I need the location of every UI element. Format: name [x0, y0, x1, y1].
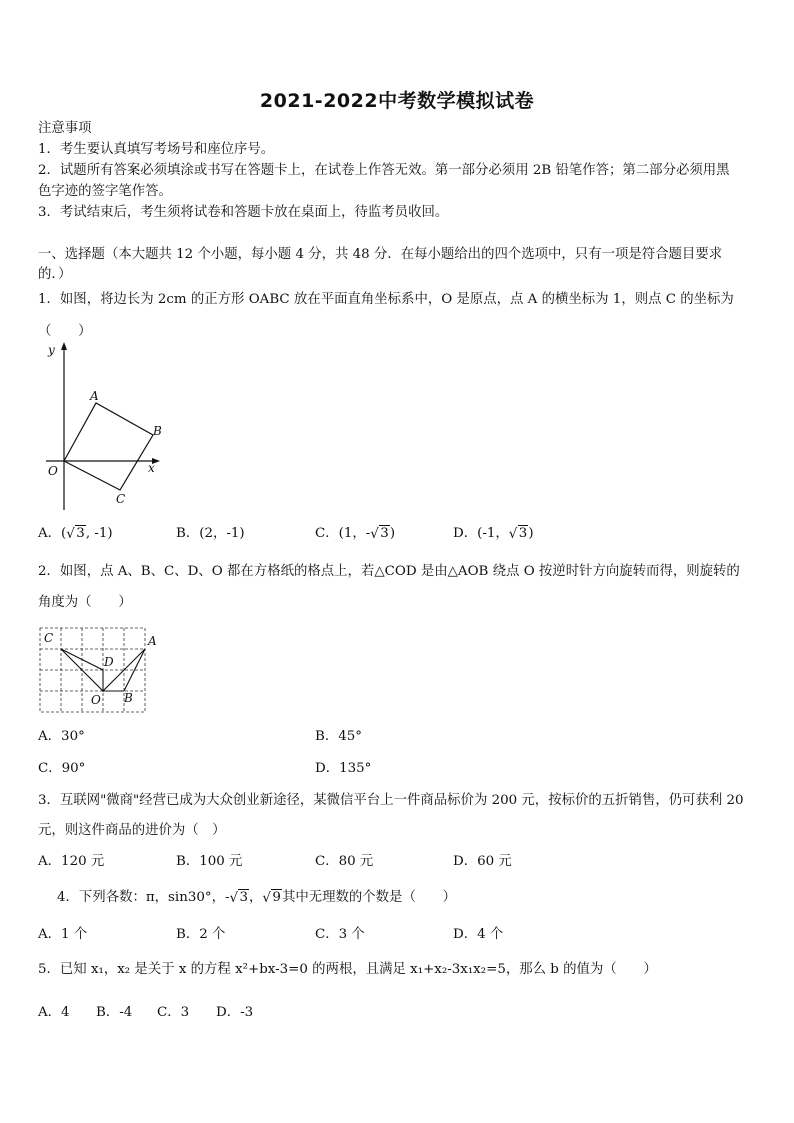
- q2-option-b: B．45°: [315, 729, 362, 744]
- q1-option-c-radicand: 3: [380, 526, 389, 541]
- q5-option-b: B．-4: [96, 1005, 133, 1020]
- notes-item-1: 1．考生要认真填写考场号和座位序号。: [38, 142, 275, 157]
- q1-option-a-radicand: 3: [76, 526, 85, 541]
- q1-option-d-radicand: 3: [518, 526, 528, 541]
- label-o: O: [91, 693, 101, 707]
- question-2-figure: [36, 624, 160, 716]
- label-y: y: [48, 343, 55, 357]
- question-3-text-cont: 元，则这件商品的进价为（ ）: [38, 823, 226, 838]
- q2-option-c: C．90°: [38, 761, 86, 776]
- q1-option-b: B．(2，-1): [176, 526, 245, 541]
- q4-option-b: B．2 个: [176, 927, 226, 942]
- question-2-text: 2．如图，点 A、B、C、D、O 都在方格纸的格点上，若△COD 是由△AOB 绕点 O 按逆时针方向旋转而得，则旋转的: [38, 564, 740, 579]
- question-4-sep: ，: [249, 890, 263, 905]
- q2-option-d: D．135°: [315, 761, 372, 776]
- q5-option-c: C．3: [157, 1005, 190, 1020]
- q3-option-b: B．100 元: [176, 854, 243, 869]
- q1-option-a: [38, 524, 113, 544]
- question-4-text: [57, 888, 456, 908]
- square-oabc: [64, 403, 153, 490]
- sqrt-icon: √ 3: [66, 526, 85, 542]
- y-axis-arrow-icon: [61, 342, 67, 350]
- notes-item-2-cont: 色字迹的签字笔作答。: [38, 184, 172, 199]
- label-c: C: [116, 492, 126, 506]
- q1-option-a-suffix: , -1): [85, 526, 113, 541]
- sqrt-icon: √ 9: [262, 890, 281, 906]
- question-3-text: 3．互联网"微商"经营已成为大众创业新途径，某微信平台上一件商品标价为 200 元，按标价的五折销售，仍可获利 20: [38, 793, 744, 808]
- label-a: A: [148, 634, 157, 648]
- q1-option-c-suffix: ): [389, 526, 396, 541]
- q1-option-d-suffix: ): [528, 526, 534, 541]
- q1-option-d-prefix: D．(-1，: [453, 526, 509, 541]
- section-heading-cont: 的．）: [38, 267, 72, 282]
- q3-option-d: D．60 元: [453, 854, 512, 869]
- label-o: O: [48, 464, 58, 478]
- notes-heading: 注意事项: [38, 121, 92, 136]
- q5-option-a: A．4: [38, 1005, 70, 1020]
- notes-item-2: 2．试题所有答案必须填涂或书写在答题卡上，在试卷上作答无效。第一部分必须用 2B 铅笔作答；第二部分必须用黑: [38, 163, 730, 178]
- q1-option-c-prefix: C．(1，-: [315, 526, 371, 541]
- question-4-prefix: 4．下列各数：π，sin30°，-: [57, 890, 230, 905]
- notes-item-3: 3．考试结束后，考生须将试卷和答题卡放在桌面上，待监考员收回。: [38, 205, 449, 220]
- q4-option-c: C．3 个: [315, 927, 365, 942]
- label-b: B: [153, 424, 162, 438]
- q5-option-d: D．-3: [216, 1005, 254, 1020]
- question-4-radicand-2: 9: [272, 890, 281, 905]
- q2-option-a: A．30°: [38, 729, 85, 744]
- q4-option-a: A．1 个: [38, 927, 88, 942]
- q1-option-d: [453, 524, 534, 544]
- sqrt-icon: √ 3: [229, 890, 249, 906]
- q3-option-a: A．120 元: [38, 854, 105, 869]
- page-title: 2021-2022中考数学模拟试卷: [259, 90, 535, 112]
- q1-option-a-prefix: A．(: [38, 526, 67, 541]
- question-2-text-cont: 角度为（ ）: [38, 595, 132, 610]
- label-b: B: [124, 691, 133, 705]
- sqrt-icon: √ 3: [370, 526, 389, 542]
- question-1-figure: [36, 340, 176, 515]
- question-1-blank: （ ）: [38, 324, 92, 339]
- sqrt-icon: √ 3: [508, 526, 528, 542]
- q4-option-d: D．4 个: [453, 927, 504, 942]
- label-d: D: [104, 655, 114, 669]
- label-c: C: [44, 631, 54, 645]
- q1-option-c: [315, 524, 395, 544]
- q3-option-c: C．80 元: [315, 854, 374, 869]
- question-5-text: 5．已知 x₁，x₂ 是关于 x 的方程 x²+bx-3=0 的两根，且满足 x₁+x₂-3x₁x₂=5，那么 b 的值为（ ）: [38, 962, 657, 977]
- question-4-radicand-1: 3: [239, 890, 249, 905]
- label-a: A: [90, 389, 99, 403]
- question-4-suffix: 其中无理数的个数是（ ）: [281, 890, 457, 905]
- question-1-text: 1．如图，将边长为 2cm 的正方形 OABC 放在平面直角坐标系中，O 是原点，点 A 的横坐标为 1，则点 C 的坐标为: [38, 292, 734, 307]
- label-x: x: [148, 461, 155, 475]
- section-heading: 一、选择题（本大题共 12 个小题，每小题 4 分，共 48 分．在每小题给出的四个选项中，只有一项是符合题目要求: [38, 247, 723, 262]
